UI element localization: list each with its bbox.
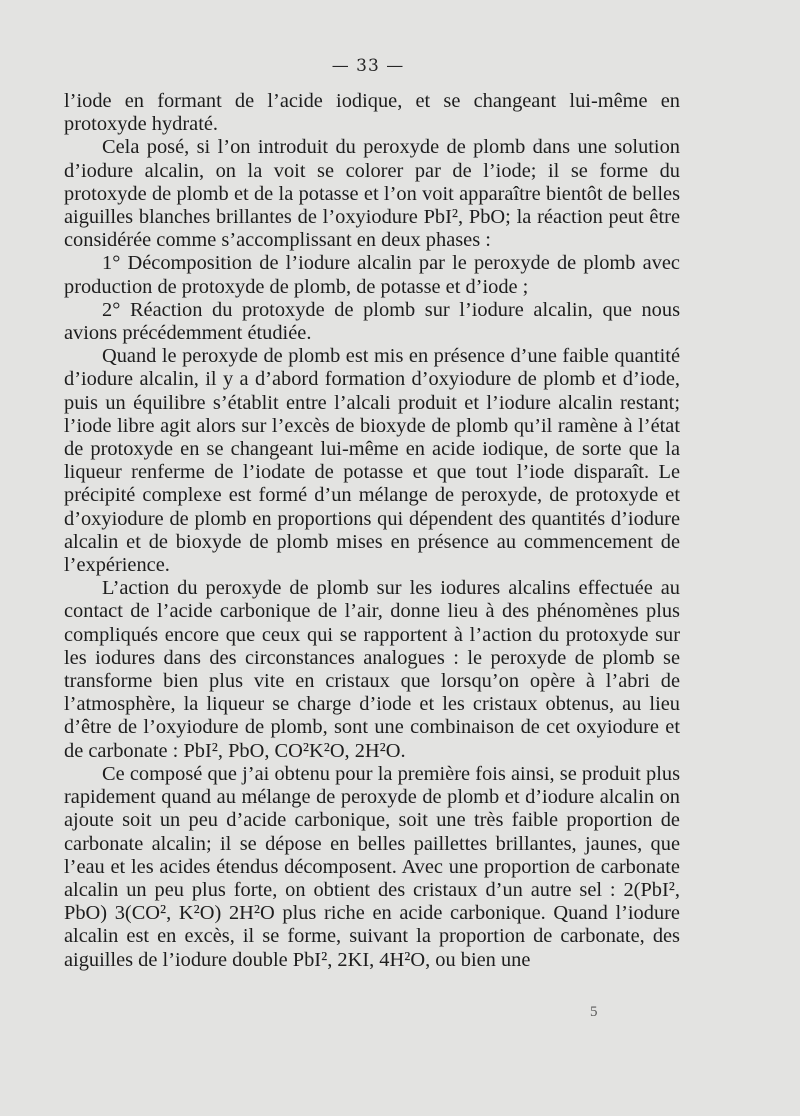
paragraph-carbonic-acid: L’action du peroxyde de plomb sur les iodures alcalins effectuée au contact de l’acide carbonique de l’air, donne lieu à des phénomènes plus compliqués encore que ceux qui se rapportent à l’action du protoxyde sur les iodures dans des circonstances analogues : le peroxyde de plomb se transforme bien plus vite en cristaux que lorsqu’on opère à l’abri de l’atmosphère, la liqueur se charge d’iode et les cristaux obtenus, au lieu d’être de l’oxyiodure de plomb, sont une combinaison de cet oxyiodure et de carbonate : PbI², PbO, CO²K²O, 2H²O. (64, 577, 680, 762)
body-text (64, 90, 680, 972)
paragraph-new-compound: Ce composé que j’ai obtenu pour la première fois ainsi, se produit plus rapidement quand au mélange de peroxyde de plomb et d’iodure alcalin on ajoute soit un peu d’acide carbonique, soit une très faible proportion de carbonate alcalin; il se dépose en belles paillettes brillantes, jaunes, que l’eau et les acides étendus décomposent. Avec une proportion de carbonate alcalin un peu plus forte, on obtient des cristaux d’un autre sel : 2(PbI², PbO) 3(CO², K²O) 2H²O plus riche en acide carbonique. Quand l’iodure alcalin est en excès, il se forme, suivant la proportion de carbonate, des aiguilles de l’iodure double PbI², 2KI, 4H²O, ou bien une (64, 762, 680, 971)
page-number: — 33 — (331, 56, 405, 76)
paragraph-low-iodide: Quand le peroxyde de plomb est mis en présence d’une faible quantité d’iodure alcalin, il y a d’abord formation d’oxyiodure de plomb et d’iode, puis un équilibre s’établit entre l’alcali produit et l’iodure alcalin restant; l’iode libre agit alors sur l’excès de bioxyde de plomb qu’il ramène à l’état de protoxyde en se changeant lui-même en acide iodique, de sorte que la liqueur renferme de l’iodate de potasse et que tout l’iode disparaît. Le précipité complexe est formé d’un mélange de peroxyde, de protoxyde et d’oxyiodure de plomb en proportions qui dépendent des quantités d’iodure alcalin et de bioxyde de plomb mises en présence au commencement de l’expérience. (64, 345, 680, 577)
signature-mark: 5 (590, 1004, 598, 1020)
paragraph-phase-2: 2° Réaction du protoxyde de plomb sur l’iodure alcalin, que nous avions précédemment étudiée. (64, 298, 680, 345)
paragraph-phase-1: 1° Décomposition de l’iodure alcalin par le peroxyde de plomb avec production de protoxyde de plomb, de potasse et d’iode ; (64, 252, 680, 298)
paragraph-continuation: l’iode en formant de l’acide iodique, et se changeant lui-même en protoxyde hydraté. (64, 90, 680, 136)
paragraph-setup: Cela posé, si l’on introduit du peroxyde de plomb dans une solution d’iodure alcalin, on la voit se colorer par de l’iode; il se forme du protoxyde de plomb et de la potasse et l’on voit apparaître bientôt de belles aiguilles blanches brillantes de l’oxyiodure PbI², PbO; la réaction peut être considérée comme s’accomplissant en deux phases : (64, 136, 680, 252)
